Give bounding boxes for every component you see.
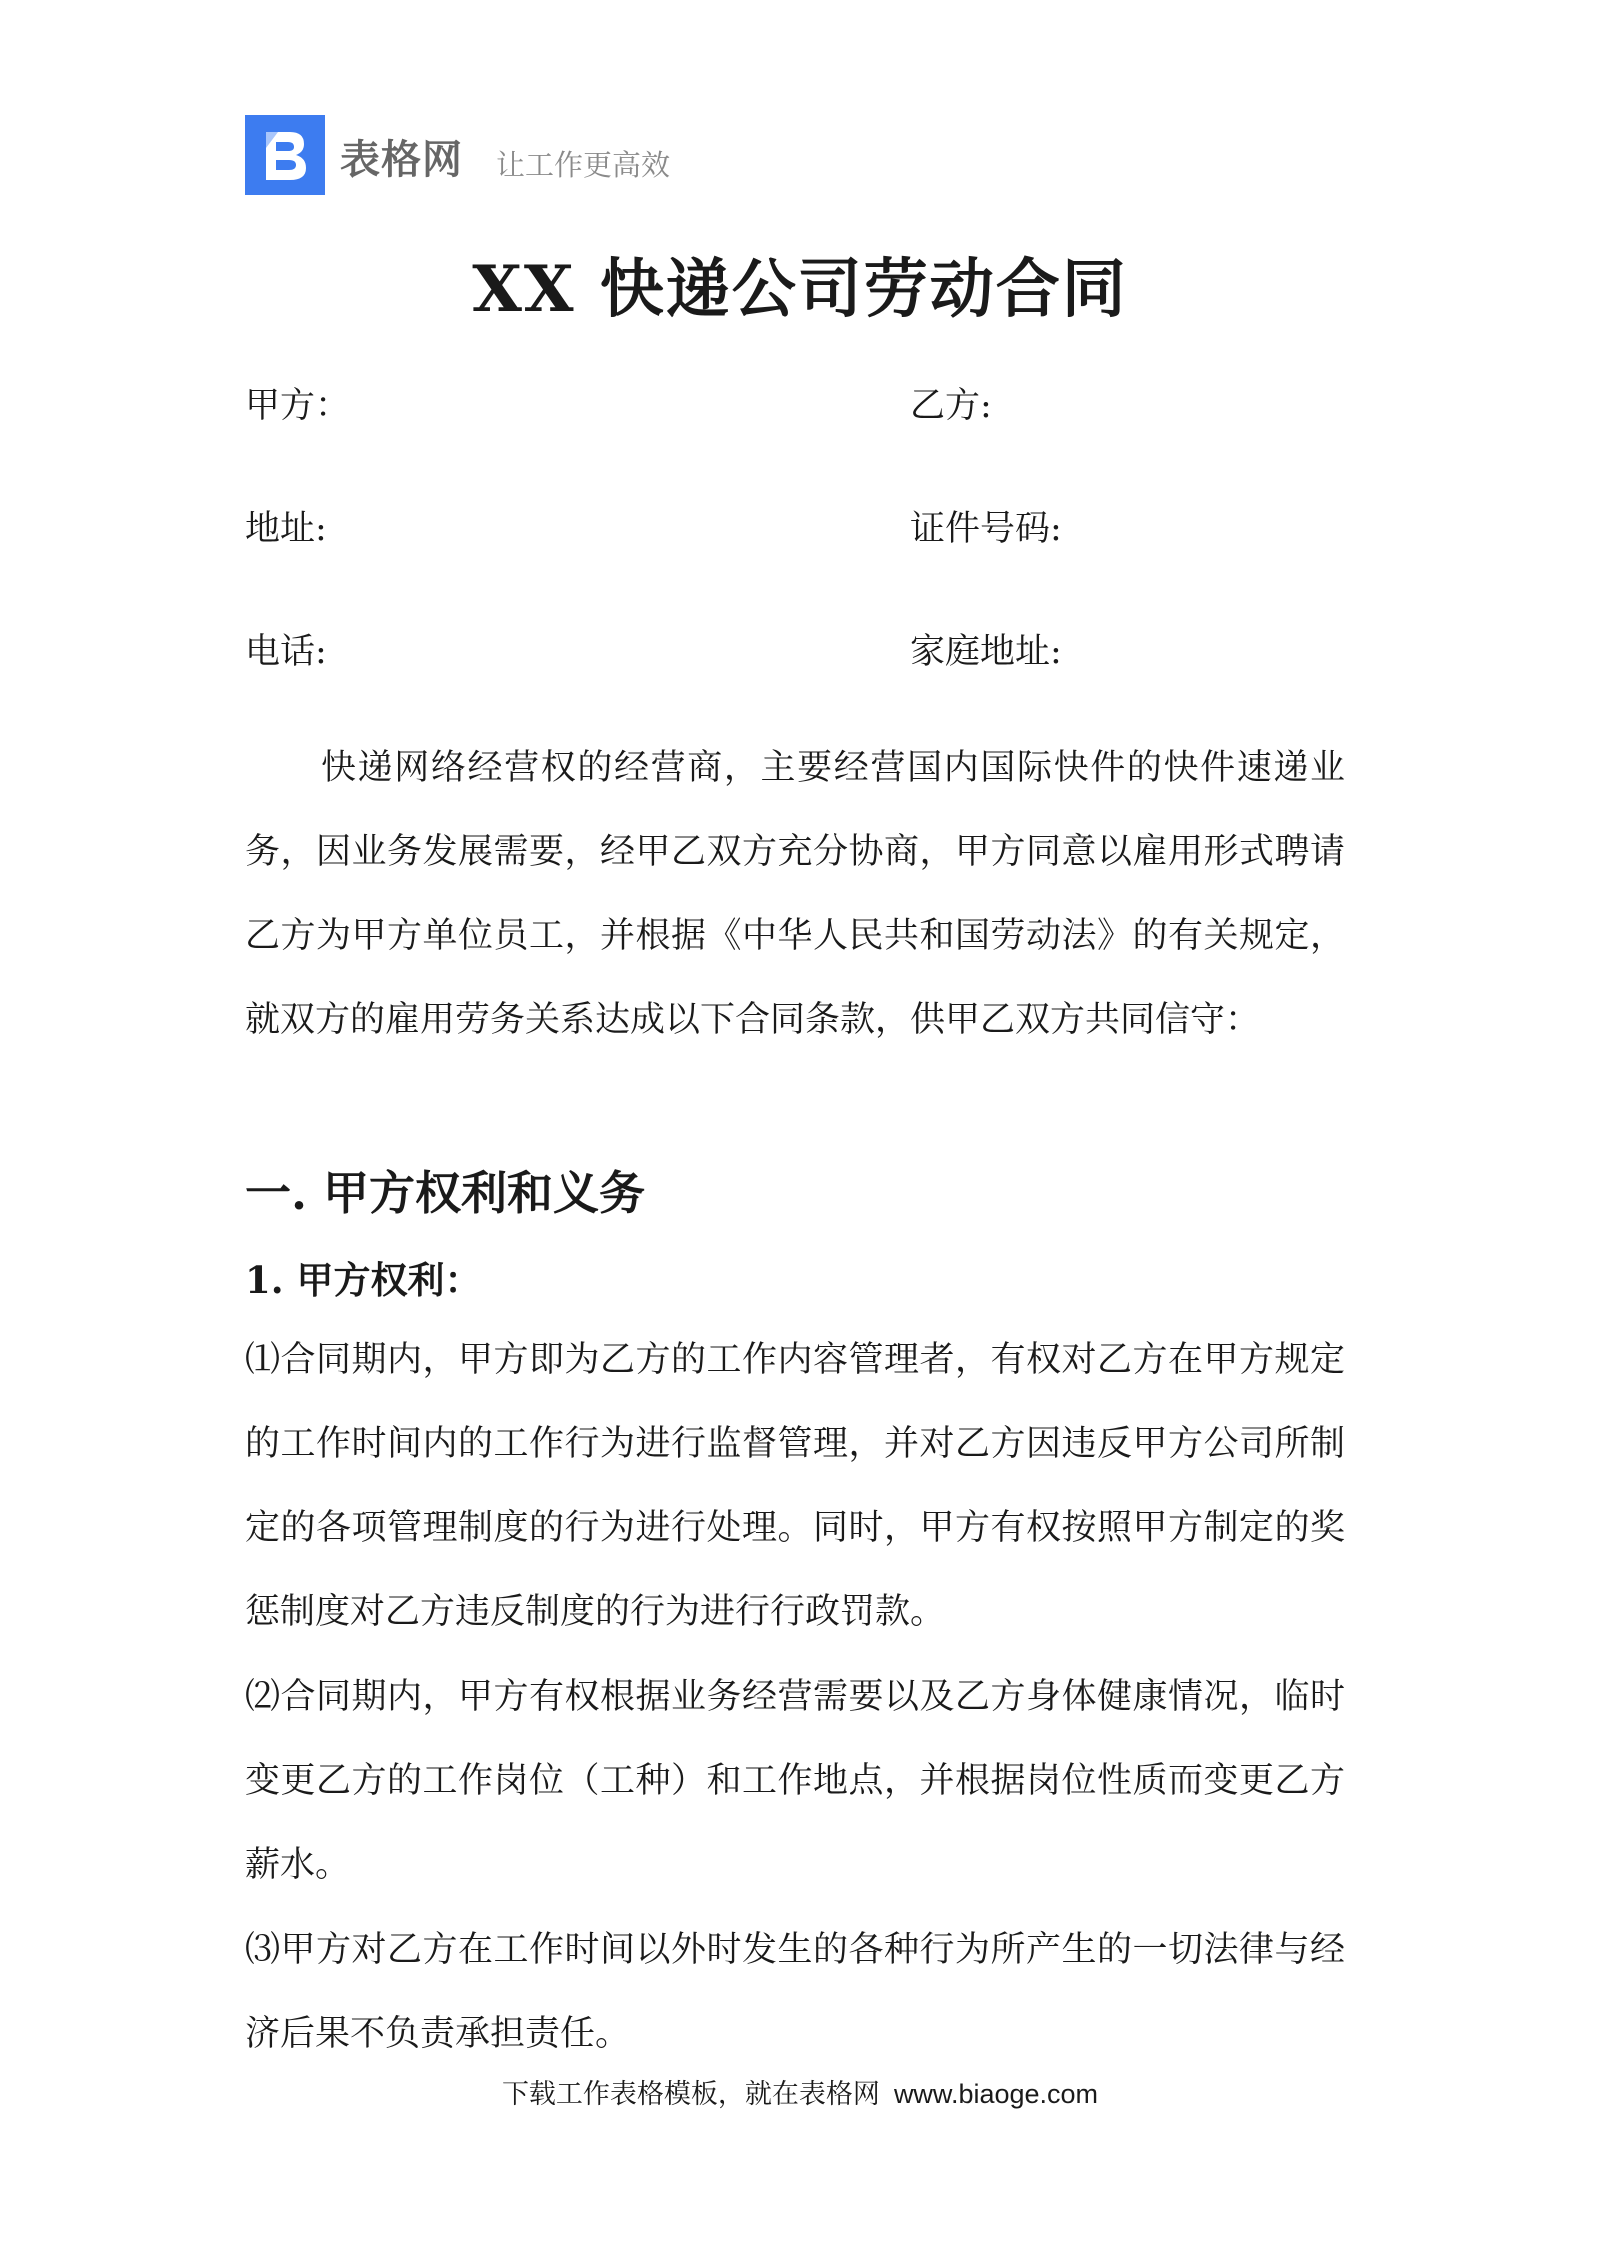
section-heading: 一. 甲方权利和义务	[245, 1166, 646, 1220]
id-number-label: 证件号码:	[910, 509, 1062, 549]
home-address-label: 家庭地址:	[910, 632, 1062, 672]
clause-item: ⑶甲方对乙方在工作时间以外时发生的各种行为所产生的一切法律与经济后果不负责承担责任。	[245, 1930, 1345, 2054]
address-label: 地址:	[245, 509, 327, 549]
clause-item: ⑴合同期内，甲方即为乙方的工作内容管理者，有权对乙方在甲方规定的工作时间内的工作行为进行监督管理，并对乙方因违反甲方公司所制定的各项管理制度的行为进行处理。同时，甲方有权按照甲方制定的奖惩制度对乙方违反制度的行为进行行政罚款。	[245, 1340, 1345, 1632]
page-footer	[0, 2072, 1600, 2111]
footer-url-link[interactable]: www.biaoge.com	[893, 2079, 1099, 2109]
party-a-label: 甲方：	[245, 386, 351, 426]
sub-heading: 1. 甲方权利：	[245, 1258, 482, 1302]
biaoge-logo-icon	[245, 115, 325, 195]
party-b-label: 乙方:	[910, 386, 992, 426]
brand-name: 表格网	[340, 137, 463, 183]
footer-text: 下载工作表格模板，就在表格网	[501, 2079, 880, 2110]
logo-glyph	[256, 126, 314, 184]
phone-label: 电话:	[245, 632, 327, 672]
brand-slogan: 让工作更高效	[496, 148, 671, 182]
document-title: XX 快递公司劳动合同	[472, 252, 1128, 327]
intro-paragraph: 快递网络经营权的经营商，主要经营国内国际快件的快件速递业务，因业务发展需要，经甲乙双方充分协商，甲方同意以雇用形式聘请乙方为甲方单位员工，并根据《中华人民共和国劳动法》的有关规定，就双方的雇用劳务关系达成以下合同条款，供甲乙双方共同信守：	[245, 748, 1345, 1040]
clause-item: ⑵合同期内，甲方有权根据业务经营需要以及乙方身体健康情况，临时变更乙方的工作岗位（工种）和工作地点，并根据岗位性质而变更乙方薪水。	[245, 1677, 1345, 1885]
